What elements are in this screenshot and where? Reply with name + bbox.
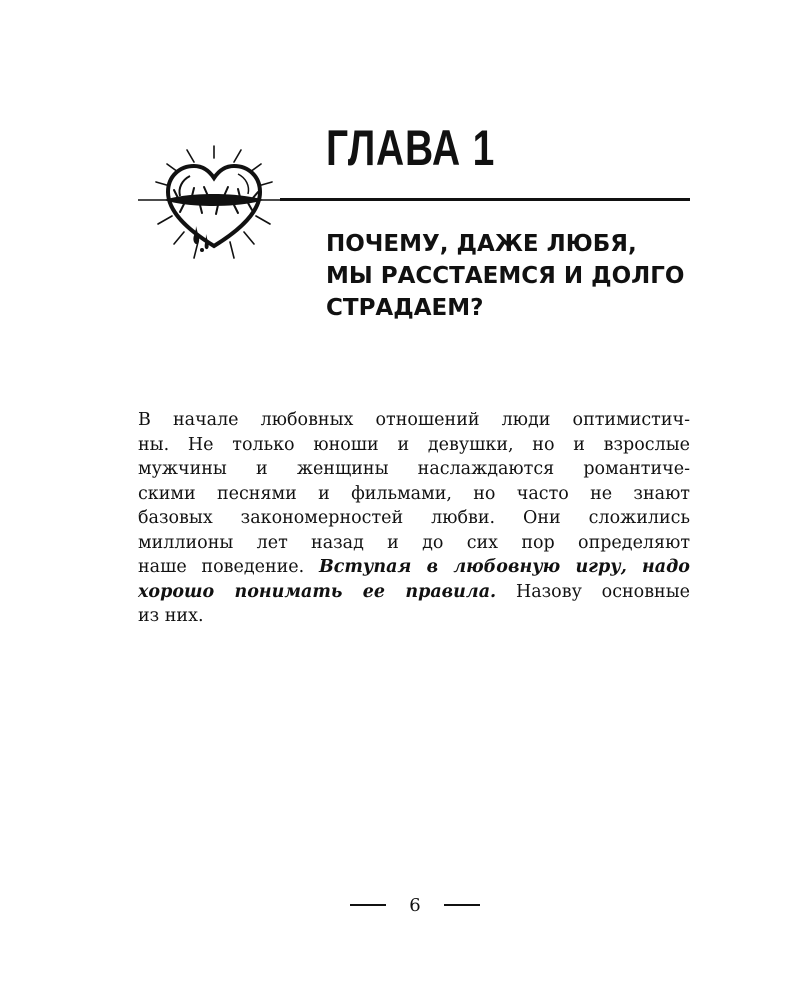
page-footer (350, 892, 480, 918)
footer-dash-left (350, 904, 386, 906)
plain-text: наше поведение. (138, 557, 305, 577)
footer-dash-right (444, 904, 480, 906)
paragraph-line: миллионы лет назад и до сих пор определяют (138, 532, 690, 553)
subtitle-line: ПОЧЕМУ, ДАЖЕ ЛЮБЯ, (326, 231, 637, 257)
chapter-subtitle (326, 228, 706, 324)
paragraph-line: мужчины и женщины наслаждаются романтиче- (138, 459, 690, 479)
paragraph-line (138, 555, 690, 580)
title-divider (280, 198, 690, 201)
subtitle-line: СТРАДАЕМ? (326, 295, 484, 321)
paragraph-line: В начале любовных отношений люди оптимистич- (138, 410, 690, 430)
paragraph-line: базовых закономерностей любви. Они сложились (138, 508, 690, 528)
emphasis-text: Вступая в любовную игру, надо (318, 557, 690, 577)
subtitle-line: МЫ РАССТАЕМСЯ И ДОЛГО (326, 263, 685, 289)
paragraph-line (138, 580, 690, 605)
paragraph-line: скими песнями и фильмами, но часто не знают (138, 483, 690, 504)
page-number: 6 (409, 894, 421, 916)
chapter-title: ГЛАВА 1 (326, 120, 496, 176)
paragraph-line: из них. (138, 606, 204, 626)
plain-text: Назову основные (515, 581, 690, 602)
emphasis-text: хорошо понимать ее правила. (138, 581, 497, 602)
paragraph-line: ны. Не только юноши и девушки, но и взрослые (138, 434, 690, 455)
body-paragraph (138, 408, 690, 629)
heart-with-thorns-icon (138, 138, 290, 266)
